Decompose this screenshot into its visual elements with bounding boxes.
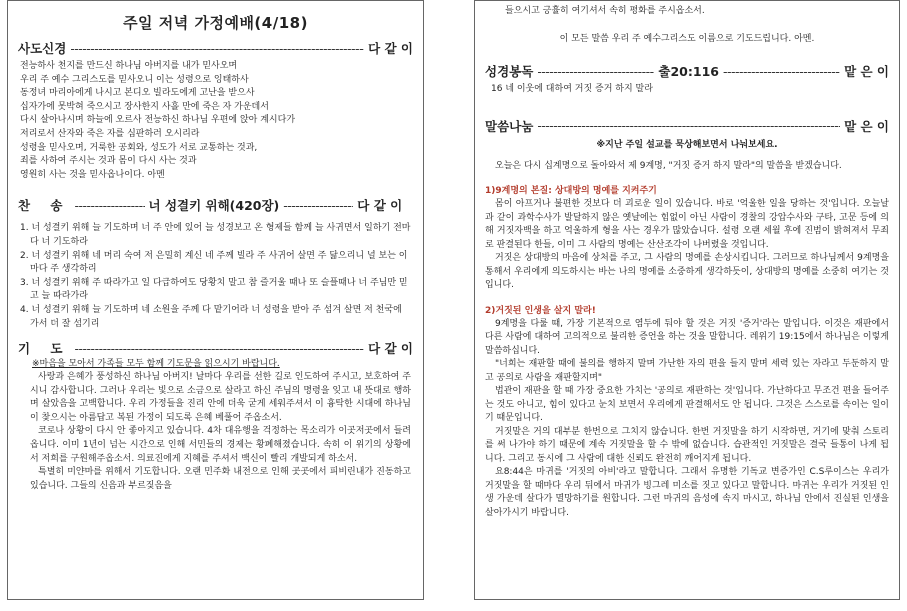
hymn-verse: 4. 너 성결키 위해 늘 기도하며 네 소원을 주께 다 맡기어라 너 성령을 받아 주 섬겨 살면 저 천국에 가서 더 잘 섬기리 [20,304,402,329]
section-body [485,198,889,293]
divider [537,118,840,133]
prayer-label: 기 도 [18,341,71,357]
reading-ref: 출20:116 [658,64,719,79]
prayer-paragraph: 사랑과 은혜가 풍성하신 하나님 아버지! 날마다 우리를 선한 길로 인도하여 주시고, 보호하여 주시니 감사합니다. 그러나 우리는 빛으로 소금으로 살라고 하신 주님의 명령을 잊고 내 뜻대로 행하며 살았음을 고백합니다. 우리 가정들을 진리 안에 더욱 굳게 세워주셔서 이 흉탁한 시대에 하나님이 찾으시는 아름답고 복된 가정이 되도록 은혜 베풀어 주옵소서. [30,372,411,423]
creed-line: 성령을 믿사오며, 거룩한 공회와, 성도가 서로 교통하는 것과, [20,142,258,153]
prayer-paragraph: 코로나 상황이 다시 안 좋아지고 있습니다. 4차 대유행을 걱정하는 목소리가 이곳저곳에서 들려옵니다. 이미 1년이 넘는 시간으로 인해 서민들의 경제는 황폐해졌습니다. 속히 이 위기의 상황에서 저희를 구원해주옵소서. 의료진에게 지혜를 주셔서 백신이 빨리 개발되게 하소서. [30,426,411,464]
sharing-note: ※지난 주일 설교를 묵상해보면서 나눠보세요. [596,139,778,150]
section-heading: 2)거짓된 인생을 살지 말라! [485,305,596,316]
section-body [485,318,889,521]
creed-text [20,60,411,182]
divider [75,198,145,213]
left-page [7,0,424,600]
prayer-paragraph: 특별히 미얀마를 위해서 기도합니다. 오랜 민주화 내전으로 인해 곳곳에서 피비린내가 진동하고 있습니다. 그들의 신음과 부르짖음을 [30,467,411,491]
hymn-response: 다 같 이 [357,198,403,214]
prayer-response: 다 같 이 [368,341,413,357]
creed-line: 동정녀 마리아에게 나시고 본디오 빌라도에게 고난을 받으사 [20,88,255,99]
hymn-verse: 2. 너 성결키 위해 네 머리 숙여 저 은밀히 계신 네 주께 빌라 주 사귀어 살면 주 닮으리니 널 보는 이마다 주 생각하리 [20,250,408,275]
hymn-label: 찬 송 [18,198,71,214]
creed-line: 다시 살아나시며 하늘에 오르사 전능하신 하나님 우편에 앉아 계시다가 [20,115,296,126]
divider [723,64,840,79]
sharing-intro [485,160,889,174]
sharing-heading [485,117,889,135]
section-paragraph: 거짓말은 거의 대부분 한번으로 그치지 않습니다. 한번 거짓말을 하기 시작하면, 거기에 맞춰 스토리를 써 나가야 하기 때문에 계속 거짓말을 할 수 밖에 없습니다. 습관적인 거짓말은 결국 들통이 나게 됩니다. 그리고 동시에 그 사람에 대한 신뢰도 완전히 깨어지게 됩니다. [485,426,889,464]
page-title: 주일 저녁 가정예배(4/18) [123,14,308,32]
section-paragraph: 요8:44은 마귀를 '거짓의 아비'라고 말합니다. 그래서 유명한 기독교 변증가인 C.S루이스는 우리가 거짓말을 할 때마다 우리 뒤에서 마귀가 빙그레 미소를 짓고 있다고 말합니다. 마귀는 우리가 거짓된 인생 가운데 살다가 멸망하기를 원합니다. 그런 마귀의 음성에 속지 마시고, 하나님 안에서 진실된 인생을 살아가시기 바랍니다. [485,467,889,518]
section-heading: 1)9계명의 본질: 상대방의 명예를 지켜주기 [485,186,657,196]
section-paragraph: 몸이 아프거나 불편한 것보다 더 괴로운 일이 있습니다. 바로 '억울한 일을 당하는 것'입니다. 오늘날과 같이 과학수사가 발달하지 않은 옛날에는 힘없이 아닌 사람이 경찰의 강압수사와 구타, 고문 등에 의해 거짓자백을 하고 억울하게 형을 사는 경우가 많았습니다. 설령 오랜 세월 후에 진범이 밝혀져서 무죄로 판결된다 한들, 이미 그 사람의 명예는 산산조각이 나버렸을 것입니다. [485,199,889,250]
hymn-verse: 3. 너 성결키 위해 주 따라가고 일 다급하여도 당황치 말고 참 즐거울 때나 또 슬플때나 너 주님만 믿고 늘 따라가라 [20,277,408,302]
prayer-continued [485,5,889,46]
divider [70,41,364,56]
hymn-title: 너 성결키 위해(420장) [148,198,280,214]
creed-line: 전능하사 천지를 만드신 하나님 아버지를 내가 믿사오며 [20,61,238,71]
section-paragraph: 법관이 재판을 할 때 가장 중요한 가치는 '공의로 재판하는 것'입니다. 가난하다고 무조건 편을 들어주는 것도 아니고, 힘이 있다고 눈치 보면서 우리에게 판결해서도 안 됩니다. 그것은 스스로를 속이는 일이기 때문입니다. [485,386,889,423]
divider [75,341,365,356]
reading-response: 맡 은 이 [844,64,889,79]
hymn-heading [18,196,413,214]
section-paragraph: 거짓은 상대방의 마음에 상처를 주고, 그 사람의 명예를 손상시킵니다. 그러므로 하나님께서 9계명을 통해서 우리에게 의도하시는 바는 나의 명예를 소중하게 생각하듯이, 상대방의 명예를 소중히 여기는 것입니다. [485,253,889,290]
creed-line: 십자가에 못박혀 죽으시고 장사한지 사흘 만에 죽은 자 가운데서 [20,101,269,112]
prayer-line: 들으시고 긍휼히 여기셔서 속히 평화를 주시옵소서. [505,6,705,16]
reading-text: 16 네 이웃에 대하여 거짓 증거 하지 말라 [491,84,653,94]
creed-line: 죄를 사하여 주시는 것과 몸이 다시 사는 것과 [20,156,197,167]
sharing-response: 맡 은 이 [844,118,889,134]
creed-line: 저리로서 산자와 죽은 자를 심판하러 오시리라 [20,128,200,139]
creed-label: 사도신경 [18,41,67,56]
prayer-notice: ※마음을 모아서 가족들 모두 함께 기도문을 읽으시기 바랍니다. [32,359,280,370]
creed-response: 다 같 이 [368,41,413,56]
hymn-text [20,222,411,331]
creed-line: 영원히 사는 것을 믿사옵나이다. 아멘 [20,169,165,180]
reading-heading [485,62,889,80]
prayer-heading [18,339,413,357]
divider [537,64,654,79]
creed-line: 우리 주 예수 그리스도를 믿사오니 이는 성령으로 잉태하사 [20,74,249,85]
section-paragraph: 9계명을 다룰 때, 가장 기본적으로 염두에 둬야 할 것은 거짓 '증거'라는 말입니다. 이것은 재판에서 다른 사람에 대하여 고의적으로 불리한 증언을 하는 것을 말합니다. 레위기 19:15에서 하나님은 이렇게 말씀하십니다. [485,318,889,356]
divider [283,198,353,213]
section-paragraph: "너희는 재판할 때에 불의를 행하지 말며 가난한 자의 편을 들지 말며 세력 있는 자라고 두둔하지 말고 공의로 사람을 재판할지며" [485,359,889,383]
right-page [474,0,900,600]
prayer-closing: 이 모든 말씀 우리 주 예수그리스도 이름으로 기도드립니다. 아멘. [559,33,815,44]
hymn-verse: 1. 너 성결키 위해 늘 기도하며 너 주 안에 있어 늘 성경보고 온 형제들 함께 늘 사귀면서 일하기 전마다 너 기도하라 [20,223,411,247]
prayer-text [30,371,411,493]
sharing-label: 말씀나눔 [485,118,534,134]
intro-paragraph: 오늘은 다시 십계명으로 돌아와서 제 9계명, "거짓 증거 하지 말라"의 말씀을 받겠습니다. [495,160,842,171]
creed-heading [18,39,413,57]
reading-label: 성경봉독 [485,64,534,79]
